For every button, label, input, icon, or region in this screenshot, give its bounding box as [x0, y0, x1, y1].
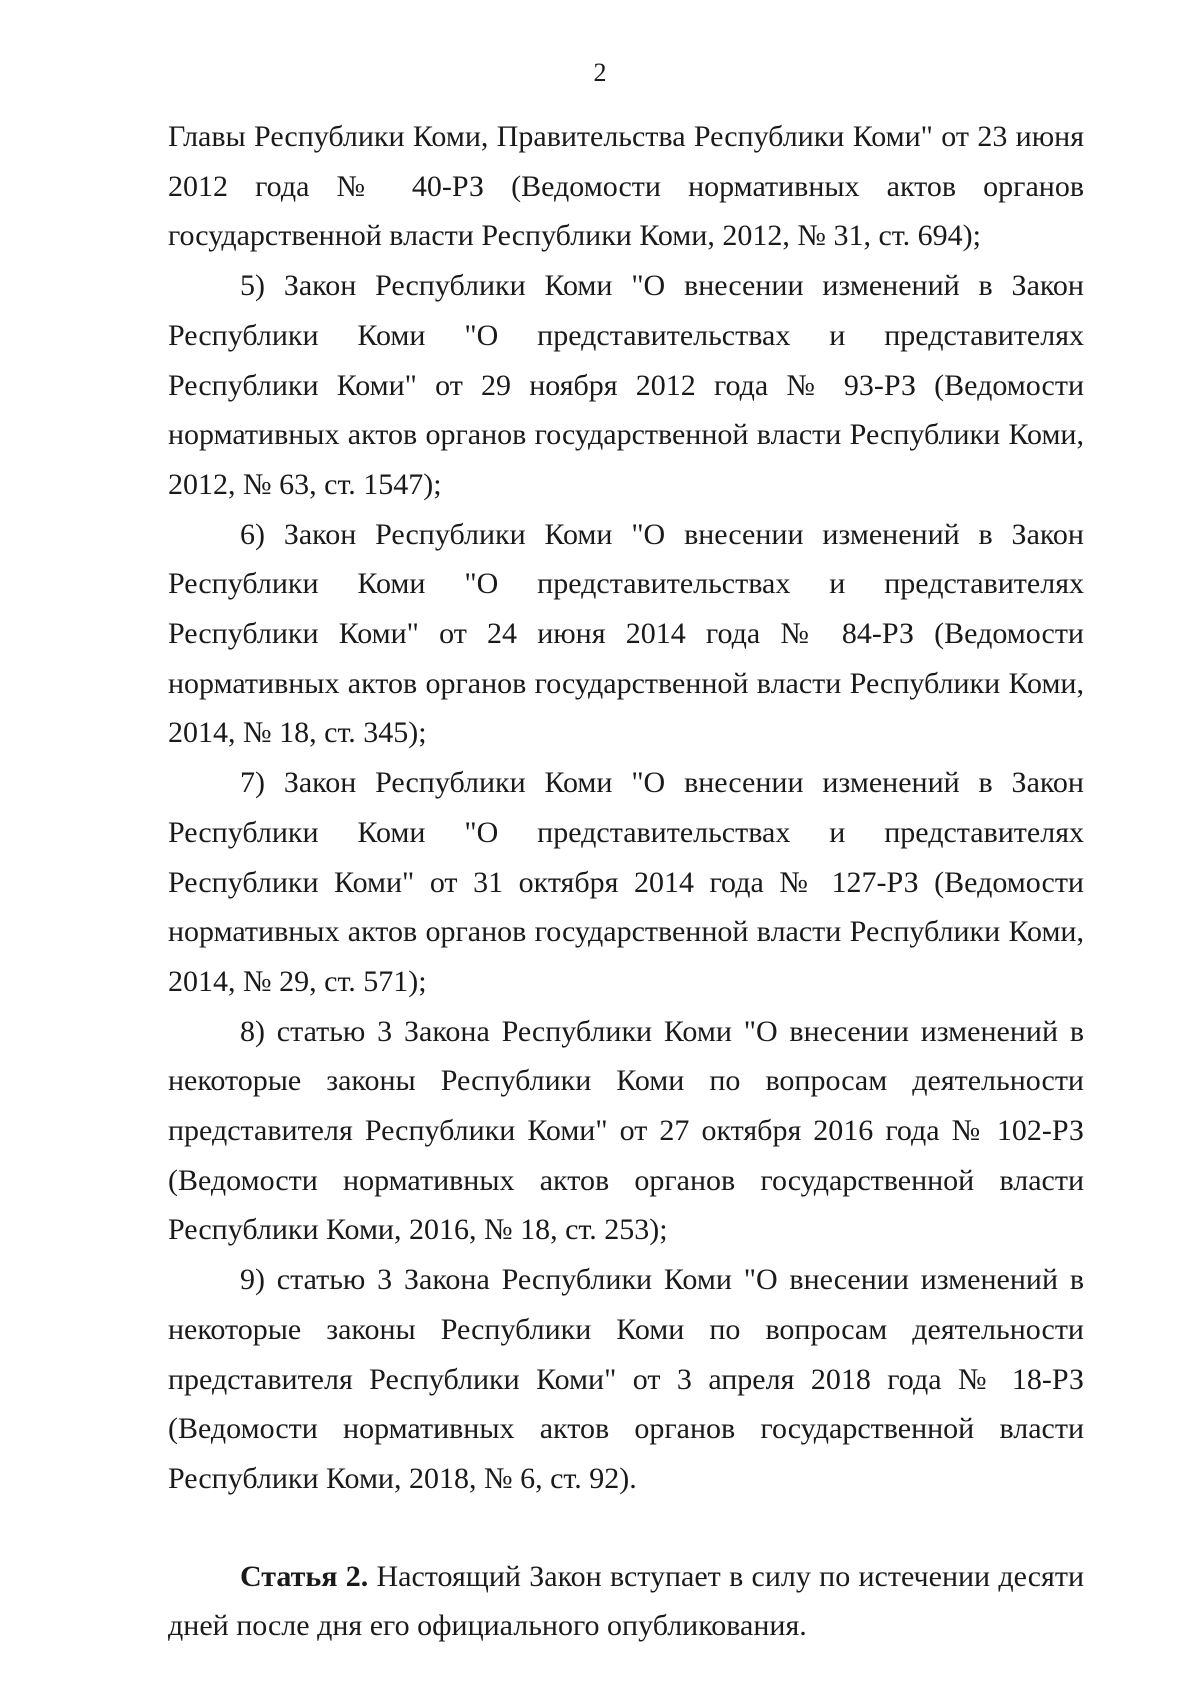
paragraph-item-7: 7) Закон Республики Коми "О внесении изменений в Закон Республики Коми "О представительствах и представителях Республики Коми" от 31 октября 2014 года № 127-РЗ (Ведомости нормативных актов органов государственной власти Республики Коми, 2014, № 29, ст. 571); [168, 766, 1084, 998]
paragraph-item-8: 8) статью 3 Закона Республики Коми "О внесении изменений в некоторые законы Республики Коми по вопросам деятельности представителя Республики Коми" от 27 октября 2016 года № 102-РЗ (Ведомости нормативных актов органов государственной власти Республики Коми, 2016, № 18, ст. 253); [168, 1014, 1084, 1247]
paragraph-item-5: 5) Закон Республики Коми "О внесении изменений в Закон Республики Коми "О представительствах и представителях Республики Коми" от 29 ноября 2012 года № 93-РЗ (Ведомости нормативных актов органов государственной власти Республики Коми, 2012, № 63, ст. 1547); [168, 269, 1084, 501]
page-number: 2 [593, 58, 607, 87]
paragraph-item-6: 6) Закон Республики Коми "О внесении изменений в Закон Республики Коми "О представительствах и представителях Республики Коми" от 24 июня 2014 года № 84-РЗ (Ведомости нормативных актов органов государственной власти Республики Коми, 2014, № 18, ст. 345); [168, 517, 1084, 750]
article-2-text: Настоящий Закон вступает в силу по истечении десяти дней после дня его официального опубликования. [168, 1559, 1084, 1643]
paragraph-continuation: Главы Республики Коми, Правительства Республики Коми" от 23 июня 2012 года № 40-РЗ (Ведомости нормативных актов органов государственной власти Республики Коми, 2012, № 31, ст. 694); [168, 120, 1084, 253]
document-body [168, 112, 1084, 1651]
paragraph-item-9: 9) статью 3 Закона Республики Коми "О внесении изменений в некоторые законы Республики Коми по вопросам деятельности представителя Республики Коми" от 3 апреля 2018 года № 18-РЗ (Ведомости нормативных актов органов государственной власти Республики Коми, 2018, № 6, ст. 92). [168, 1263, 1084, 1495]
article-2 [168, 1552, 1084, 1651]
article-2-label: Статья 2. [240, 1559, 369, 1593]
